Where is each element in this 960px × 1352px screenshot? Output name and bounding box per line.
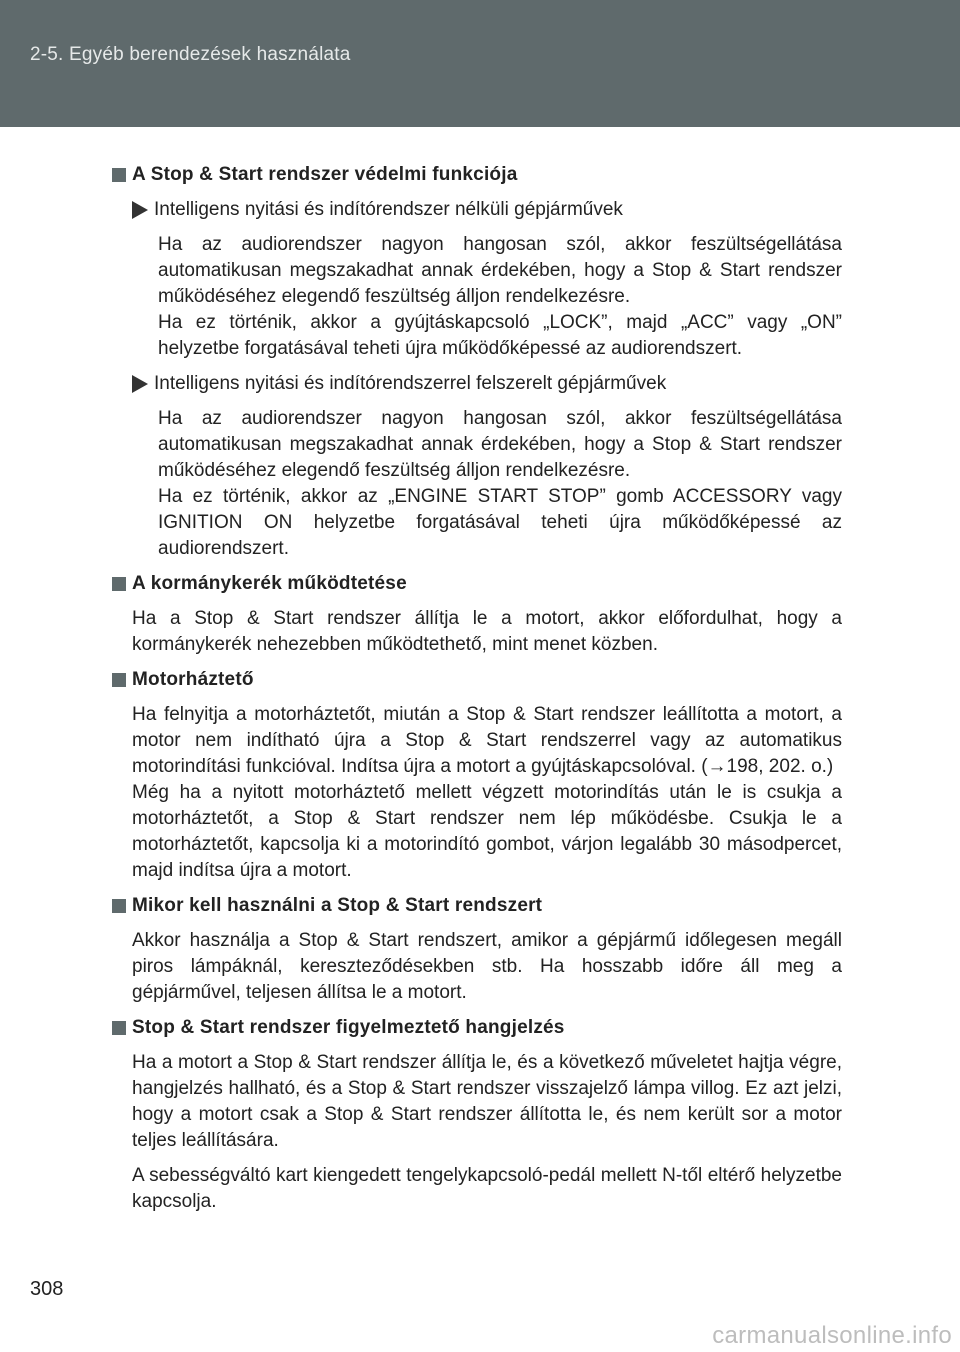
square-bullet-icon	[112, 673, 126, 687]
paragraph: A sebességváltó kart kiengedett tengelykapcsoló-pedál mellett N-től eltérő helyzetbe kapcsolja.	[132, 1165, 842, 1212]
triangle-bullet-icon	[132, 201, 148, 219]
page-header	[0, 0, 960, 127]
square-bullet-icon	[112, 577, 126, 591]
subsection-heading: Intelligens nyitási és indítórendszer nélküli gépjárművek	[112, 197, 842, 223]
subsection-text: Ha az audiorendszer nagyon hangosan szól, akkor feszültségellátása automatikusan megszakadhat annak érdekében, hogy a Stop & Start rendszer működéséhez elegendő feszültség álljon rendelkezésre. Ha ez történik, akkor a gyújtáskapcsoló „LOCK”, majd „ACC” vagy „ON” helyzetbe forgatásával teheti újra működőképessé az audiorendszert.	[158, 234, 842, 359]
square-bullet-icon	[112, 168, 126, 182]
section-protection	[112, 162, 842, 562]
page-content	[112, 162, 842, 1224]
chapter-title: 2-5. Egyéb berendezések használata	[30, 44, 351, 65]
section-when-to-use	[112, 893, 842, 1006]
paragraph: Akkor használja a Stop & Start rendszert, amikor a gépjármű időlegesen megáll piros lámpáknál, kereszteződésekben stb. Ha hosszabb időre áll meg a gépjárművel, teljesen állítsa le a motort.	[132, 930, 842, 1003]
watermark: carmanualsonline.info	[712, 1322, 952, 1349]
paragraph: Ha a Stop & Start rendszer állítja le a motort, akkor előfordulhat, hogy a kormánykerék nehezebben működtethető, mint menet közben.	[132, 608, 842, 655]
paragraph: Ha a motort a Stop & Start rendszer állítja le, és a következő műveletet hajtja végre, hangjelzés hallható, és a Stop & Start rendszer visszajelző lámpa villog. Ez azt jelzi, hogy a motort csak a Stop & Start rendszer állította le, és nem került sor a motor teljes leállítására.	[132, 1052, 842, 1151]
paragraph: Ha felnyitja a motorháztetőt, miután a Stop & Start rendszer leállította a motort, a motor nem indítható újra a Stop & Start rendszerrel vagy az automatikus motorindítási funkcióval. Indítsa újra a motort a gyújtáskapcsolóval. (→198, 202. o.) Még ha a nyitott motorháztető mellett végzett motorindítás után le is csukja a motorháztetőt, a Stop & Start rendszer nem lép működésbe. Csukja le a motorháztetőt, kapcsolja ki a motorindító gombot, várjon legalább 30 másodpercet, majd indítsa újra a motort.	[132, 704, 842, 881]
section-title: A Stop & Start rendszer védelmi funkciója	[112, 162, 842, 188]
section-title: A kormánykerék működtetése	[112, 571, 842, 597]
section-title: Motorháztető	[112, 667, 842, 693]
subsection-text: Ha az audiorendszer nagyon hangosan szól, akkor feszültségellátása automatikusan megszakadhat annak érdekében, hogy a Stop & Start rendszer működéséhez elegendő feszültség álljon rendelkezésre. Ha ez történik, akkor az „ENGINE START STOP” gomb ACCESSORY vagy IGNITION ON helyzetbe forgatásával teheti újra működőképessé az audiorendszert.	[158, 408, 842, 559]
section-steering	[112, 571, 842, 658]
page-number: 308	[30, 1278, 64, 1300]
section-hood	[112, 667, 842, 884]
section-warning-buzzer	[112, 1015, 842, 1215]
section-title: Mikor kell használni a Stop & Start rendszert	[112, 893, 842, 919]
square-bullet-icon	[112, 1021, 126, 1035]
section-title: Stop & Start rendszer figyelmeztető hangjelzés	[112, 1015, 842, 1041]
subsection-heading: Intelligens nyitási és indítórendszerrel felszerelt gépjárművek	[112, 371, 842, 397]
triangle-bullet-icon	[132, 375, 148, 393]
square-bullet-icon	[112, 899, 126, 913]
